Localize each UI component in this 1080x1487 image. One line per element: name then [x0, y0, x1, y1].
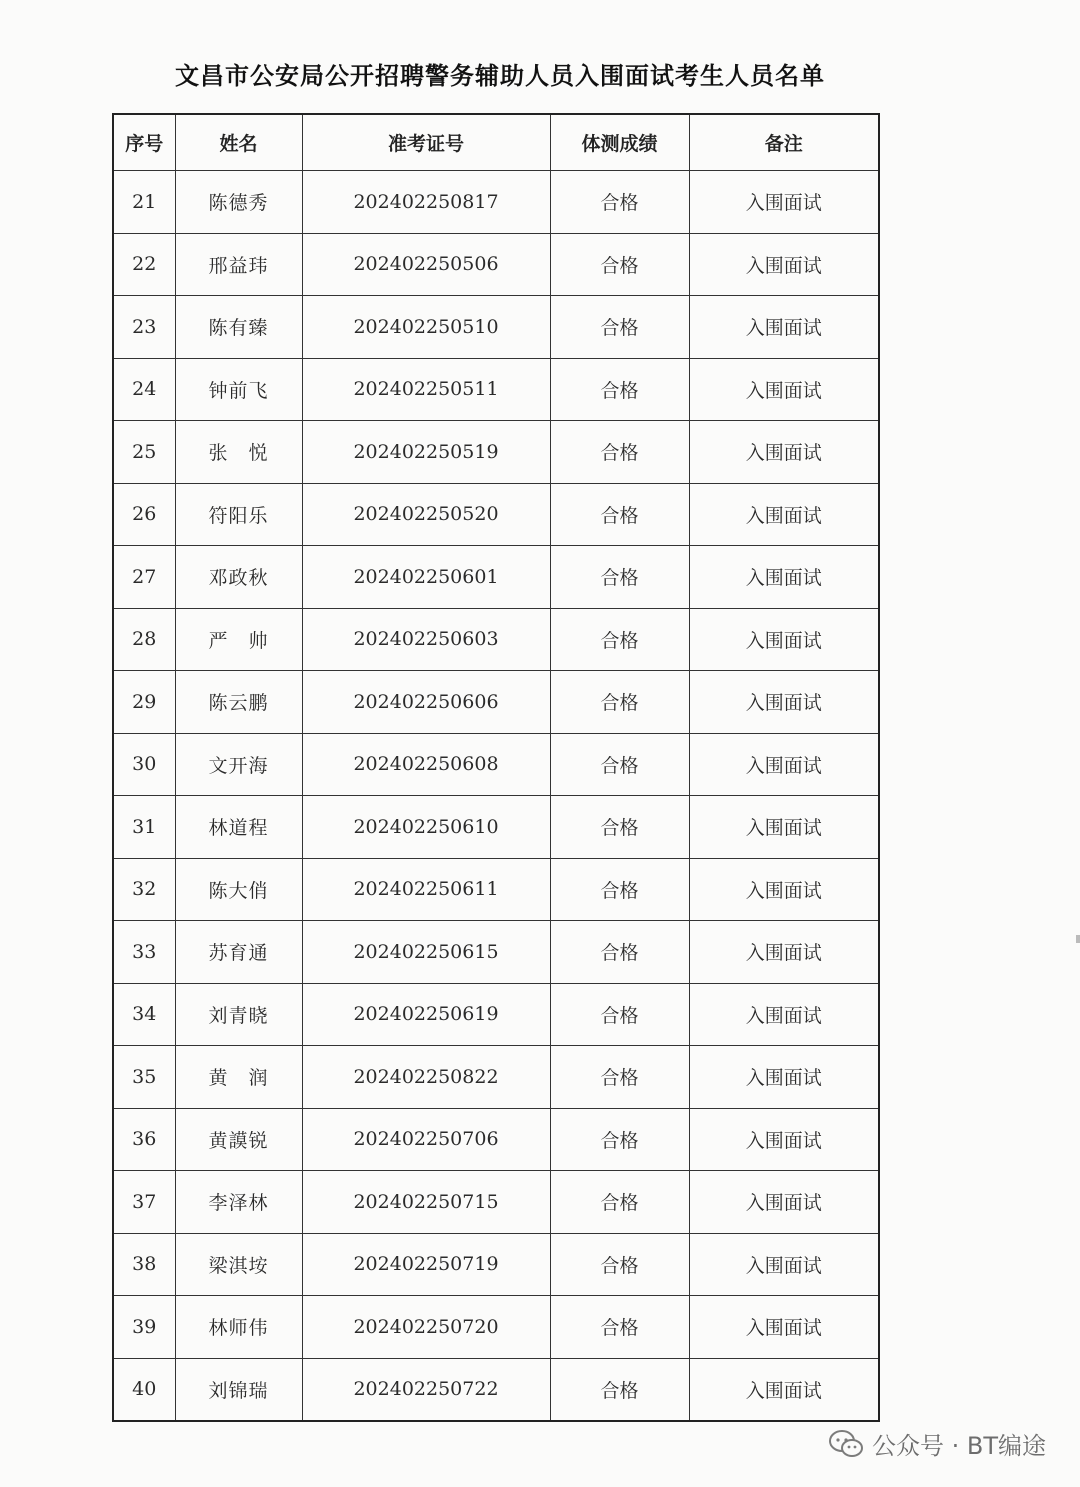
row-ticket: 202402250601 — [302, 546, 550, 609]
row-score: 合格 — [550, 1358, 689, 1421]
table-row — [113, 546, 879, 609]
row-ticket: 202402250520 — [302, 483, 550, 546]
row-no: 40 — [113, 1358, 175, 1421]
row-no: 36 — [113, 1108, 175, 1171]
table-body — [113, 171, 879, 1422]
row-no: 31 — [113, 796, 175, 859]
row-score: 合格 — [550, 983, 689, 1046]
table-row — [113, 858, 879, 921]
row-remark: 入围面试 — [689, 546, 879, 609]
row-score: 合格 — [550, 1296, 689, 1359]
row-ticket: 202402250519 — [302, 421, 550, 484]
row-name: 黄謨锐 — [175, 1108, 302, 1171]
row-score: 合格 — [550, 858, 689, 921]
row-remark: 入围面试 — [689, 1108, 879, 1171]
row-ticket: 202402250822 — [302, 1046, 550, 1109]
row-score: 合格 — [550, 1108, 689, 1171]
row-ticket: 202402250715 — [302, 1171, 550, 1234]
row-remark: 入围面试 — [689, 921, 879, 984]
row-score: 合格 — [550, 1171, 689, 1234]
header-no: 序号 — [113, 114, 175, 171]
row-name: 陈云鹏 — [175, 671, 302, 734]
row-score: 合格 — [550, 171, 689, 234]
table-row — [113, 233, 879, 296]
row-ticket: 202402250706 — [302, 1108, 550, 1171]
row-ticket: 202402250506 — [302, 233, 550, 296]
row-ticket: 202402250719 — [302, 1233, 550, 1296]
scan-margin-mark — [1076, 935, 1080, 943]
row-no: 21 — [113, 171, 175, 234]
table-row — [113, 1046, 879, 1109]
row-remark: 入围面试 — [689, 171, 879, 234]
table-row — [113, 483, 879, 546]
row-score: 合格 — [550, 546, 689, 609]
row-no: 37 — [113, 1171, 175, 1234]
table-row — [113, 983, 879, 1046]
table-row — [113, 171, 879, 234]
table-row — [113, 1358, 879, 1421]
row-score: 合格 — [550, 358, 689, 421]
row-remark: 入围面试 — [689, 1233, 879, 1296]
row-ticket: 202402250722 — [302, 1358, 550, 1421]
row-no: 29 — [113, 671, 175, 734]
row-name: 刘青晓 — [175, 983, 302, 1046]
row-ticket: 202402250610 — [302, 796, 550, 859]
header-score: 体测成绩 — [550, 114, 689, 171]
row-name: 陈大俏 — [175, 858, 302, 921]
row-remark: 入围面试 — [689, 1046, 879, 1109]
row-score: 合格 — [550, 1046, 689, 1109]
row-name: 邓政秋 — [175, 546, 302, 609]
row-score: 合格 — [550, 733, 689, 796]
row-name: 林道程 — [175, 796, 302, 859]
table-row — [113, 1233, 879, 1296]
row-remark: 入围面试 — [689, 733, 879, 796]
row-no: 28 — [113, 608, 175, 671]
table-row — [113, 1108, 879, 1171]
row-score: 合格 — [550, 296, 689, 359]
row-name: 张 悦 — [175, 421, 302, 484]
row-remark: 入围面试 — [689, 796, 879, 859]
table-row — [113, 608, 879, 671]
row-no: 34 — [113, 983, 175, 1046]
document-title: 文昌市公安局公开招聘警务辅助人员入围面试考生人员名单 — [175, 62, 825, 90]
row-remark: 入围面试 — [689, 233, 879, 296]
table-row — [113, 1296, 879, 1359]
row-remark: 入围面试 — [689, 1296, 879, 1359]
header-name: 姓名 — [175, 114, 302, 171]
row-no: 24 — [113, 358, 175, 421]
table-row — [113, 358, 879, 421]
row-no: 22 — [113, 233, 175, 296]
row-score: 合格 — [550, 233, 689, 296]
row-name: 苏育通 — [175, 921, 302, 984]
row-name: 严 帅 — [175, 608, 302, 671]
row-remark: 入围面试 — [689, 1171, 879, 1234]
table-row — [113, 1171, 879, 1234]
watermark — [828, 1426, 1046, 1461]
row-no: 26 — [113, 483, 175, 546]
row-remark: 入围面试 — [689, 858, 879, 921]
row-no: 35 — [113, 1046, 175, 1109]
row-no: 25 — [113, 421, 175, 484]
row-name: 符阳乐 — [175, 483, 302, 546]
row-remark: 入围面试 — [689, 983, 879, 1046]
row-ticket: 202402250608 — [302, 733, 550, 796]
row-name: 陈有臻 — [175, 296, 302, 359]
row-ticket: 202402250615 — [302, 921, 550, 984]
row-remark: 入围面试 — [689, 608, 879, 671]
row-score: 合格 — [550, 921, 689, 984]
candidate-table — [112, 113, 880, 1422]
row-no: 23 — [113, 296, 175, 359]
row-name: 李泽林 — [175, 1171, 302, 1234]
table-row — [113, 671, 879, 734]
row-no: 32 — [113, 858, 175, 921]
row-ticket: 202402250603 — [302, 608, 550, 671]
watermark-text: 公众号 · BT编途 — [871, 1432, 1046, 1460]
table-row — [113, 921, 879, 984]
row-no: 27 — [113, 546, 175, 609]
row-remark: 入围面试 — [689, 1358, 879, 1421]
row-ticket: 202402250817 — [302, 171, 550, 234]
row-score: 合格 — [550, 671, 689, 734]
row-ticket: 202402250606 — [302, 671, 550, 734]
row-ticket: 202402250611 — [302, 858, 550, 921]
row-ticket: 202402250619 — [302, 983, 550, 1046]
table-row — [113, 296, 879, 359]
row-no: 38 — [113, 1233, 175, 1296]
row-name: 邢益玮 — [175, 233, 302, 296]
row-no: 33 — [113, 921, 175, 984]
row-name: 林师伟 — [175, 1296, 302, 1359]
row-name: 钟前飞 — [175, 358, 302, 421]
row-score: 合格 — [550, 421, 689, 484]
row-score: 合格 — [550, 796, 689, 859]
wechat-icon — [828, 1429, 864, 1459]
row-ticket: 202402250511 — [302, 358, 550, 421]
row-remark: 入围面试 — [689, 671, 879, 734]
row-no: 39 — [113, 1296, 175, 1359]
row-remark: 入围面试 — [689, 483, 879, 546]
row-score: 合格 — [550, 483, 689, 546]
table-row — [113, 733, 879, 796]
row-name: 文开海 — [175, 733, 302, 796]
row-score: 合格 — [550, 1233, 689, 1296]
row-name: 黄 润 — [175, 1046, 302, 1109]
row-no: 30 — [113, 733, 175, 796]
table-row — [113, 421, 879, 484]
header-ticket: 准考证号 — [302, 114, 550, 171]
row-ticket: 202402250510 — [302, 296, 550, 359]
table-row — [113, 796, 879, 859]
row-remark: 入围面试 — [689, 358, 879, 421]
row-remark: 入围面试 — [689, 421, 879, 484]
row-score: 合格 — [550, 608, 689, 671]
row-name: 陈德秀 — [175, 171, 302, 234]
row-name: 梁淇垵 — [175, 1233, 302, 1296]
row-name: 刘锦瑞 — [175, 1358, 302, 1421]
table-header-row — [113, 114, 879, 171]
row-ticket: 202402250720 — [302, 1296, 550, 1359]
row-remark: 入围面试 — [689, 296, 879, 359]
header-remark: 备注 — [689, 114, 879, 171]
